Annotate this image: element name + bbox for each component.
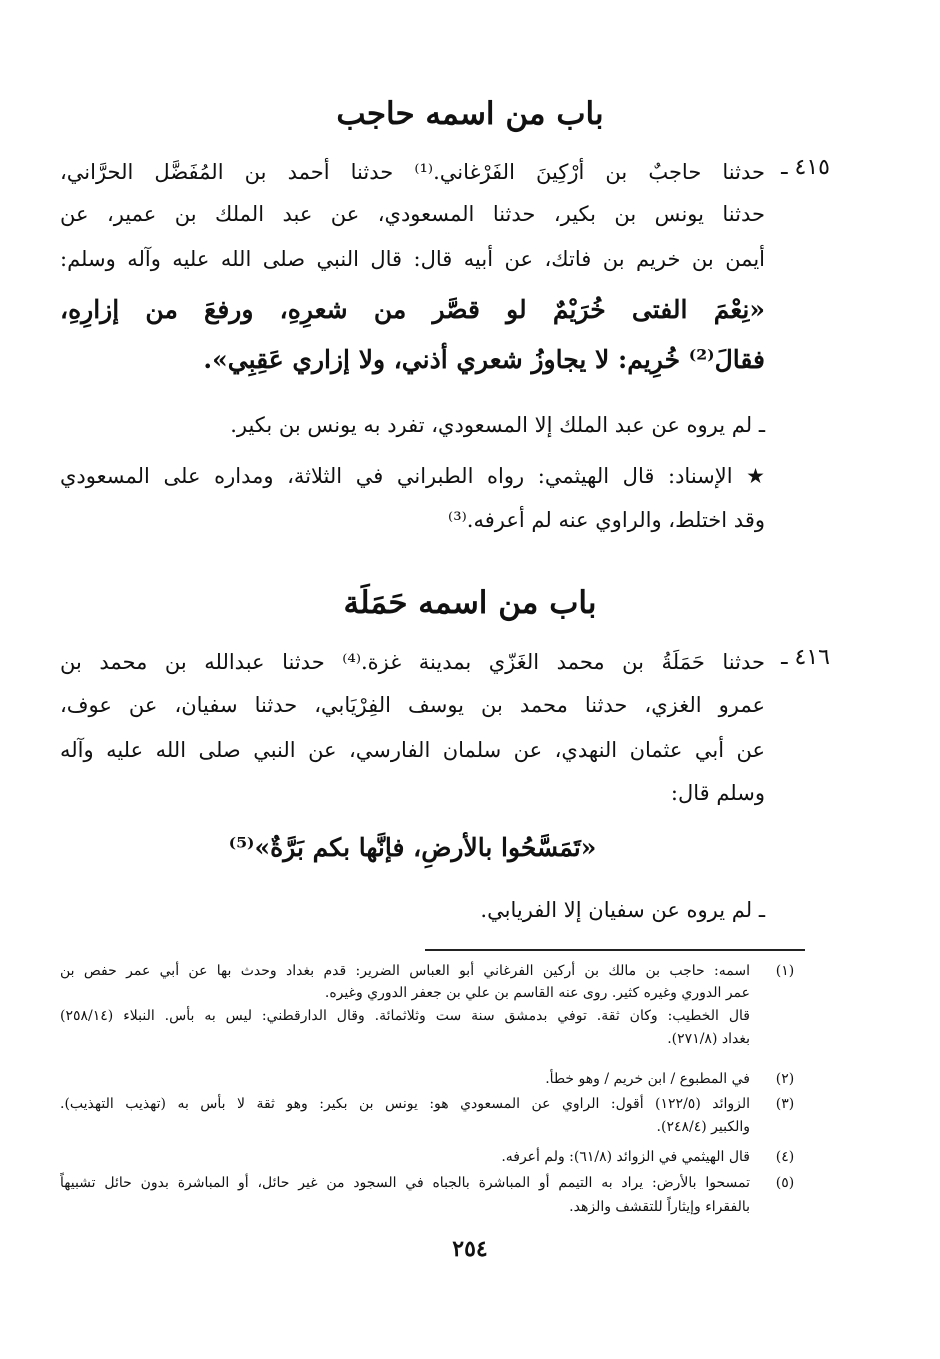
footnote-number: (٢) [775, 1071, 795, 1087]
footnote-number: (٣) [775, 1096, 795, 1112]
hadith-416-line-2: عمرو الغزي، حدثنا محمد بن يوسف الفِرْيَابي، حدثنا سفيان، عن عوف، [60, 693, 765, 717]
hadith-415-matn-1: «نِعْمَ الفتى خُرَيْمٌ لو قصَّر من شعرِهِ، ورفعَ من إزارِهِ، [60, 295, 765, 324]
hadith-number: ٤١٥ ـ [781, 155, 830, 180]
footnote-line: تمسحوا بالأرض: يراد به التيمم أو المباشرة بالجباه في السجود من غير حائل، أو المباشرة بدون حائل تشبيهاً [60, 1175, 750, 1191]
footnote-separator [425, 949, 805, 951]
footnote-line: في المطبوع / ابن خريم / وهو خطأ. [545, 1071, 750, 1087]
footnote-line: الزوائد (١٢٢/٥) أقول: الراوي عن المسعودي هو: يونس بن بكير: وهو ثقة لا بأس به (تهذيب التهذيب). [60, 1096, 751, 1112]
footnote-number: (٤) [775, 1149, 795, 1165]
footnote-line: قال الهيثمي في الزوائد (٦١/٨): ولم أعرفه. [501, 1149, 750, 1165]
hadith-416-line-4: وسلم قال: [670, 781, 765, 805]
hadith-416-note: ـ لم يروه عن سفيان إلا الفريابي. [480, 898, 765, 922]
hadith-416-line-3: عن أبي عثمان النهدي، عن سلمان الفارسي، عن النبي صلى الله عليه وآله [60, 738, 765, 762]
isnad-line-2: وقد اختلط، والراوي عنه لم أعرفه.⁽³⁾ [448, 508, 765, 532]
hadith-415-line-2: حدثنا يونس بن بكير، حدثنا المسعودي، عن عبد الملك بن عمير، عن [60, 202, 765, 226]
footnote-line: والكبير (٢٤٨/٤). [656, 1119, 750, 1135]
footnote-line: بغداد (٢٧١/٨). [667, 1031, 750, 1047]
hadith-415-line-1: حدثنا حاجبٌ بن أرْكِينَ الفَرْغاني.⁽¹⁾ حدثنا أحمد بن المُفَضَّل الحرَّاني، [60, 160, 765, 184]
hadith-415-line-3: أيمن بن خريم بن فاتك، عن أبيه قال: قال النبي صلى الله عليه وآله وسلم: [60, 247, 765, 271]
chapter-heading-hamala: باب من اسمه حَمَلَة [343, 585, 597, 621]
hadith-416-line-1: حدثنا حَمَلَةُ بن محمد الغَزّي بمدينة غزة.⁽⁴⁾ حدثنا عبدالله بن محمد بن [60, 650, 765, 674]
page-number: ٢٥٤ [452, 1236, 488, 1262]
footnote-number: (٥) [775, 1175, 795, 1191]
footnote-line: بالفقراء وإيثاراً للتقشف والزهد. [569, 1199, 750, 1215]
hadith-415-matn-2: فقالَ⁽²⁾ خُرِيم: لا يجاوزُ شعري أذني، ولا إزاري عَقِبِي». [203, 345, 765, 374]
hadith-415-note: ـ لم يروه عن عبد الملك إلا المسعودي، تفرد به يونس بن بكير. [230, 413, 765, 437]
hadith-416-matn: «تَمَسَّحُوا بالأرضِ، فإنَّها بكم بَرَّةٌ»⁽⁵⁾ [228, 833, 597, 862]
footnote-line: قال الخطيب: وكان ثقة. توفي بدمشق سنة ست وثلاثمائة. وقال الدارقطني: ليس به بأس. النبلاء (٢٥٨/١٤) [60, 1008, 750, 1024]
chapter-heading-hajib: باب من اسمه حاجب [336, 96, 604, 132]
hadith-number: ٤١٦ ـ [781, 645, 830, 670]
footnote-line: عمر الدوري وغيره كثير. روى عنه القاسم بن علي بن جعفر الدوري وغيره. [324, 985, 750, 1001]
footnote-number: (١) [775, 963, 795, 979]
footnote-line: اسمه: حاجب بن مالك بن أركين الفرغاني أبو العباس الضرير: قدم بغداد وحدث بها عن أبي عمر حفص بن [60, 963, 750, 979]
isnad-line-1: ★ الإسناد: قال الهيثمي: رواه الطبراني في الثلاثة، ومداره على المسعودي [60, 464, 765, 488]
